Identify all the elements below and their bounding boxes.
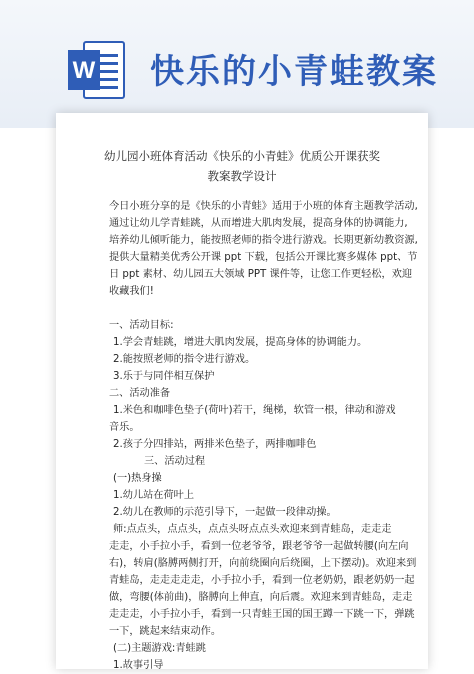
paragraph-line: 一下，跳起来结束动作。 (109, 626, 222, 637)
svg-text:W: W (72, 57, 96, 84)
paragraph-line: 走走走，小手拉小手，看到一只青蛙王国的国王蹲一下跳一下，弹跳 (109, 609, 415, 620)
document-page (56, 113, 428, 669)
word-document-icon (66, 40, 128, 100)
banner (0, 0, 474, 128)
document-body (56, 113, 428, 674)
paragraph-line: 1.幼儿站在荷叶上 (113, 490, 195, 501)
paragraph-line: 培养幼儿倾听能力，能按照老师的指令进行游戏。长期更新幼教资源, (109, 235, 418, 246)
subsection-heading: (一)热身操 (113, 473, 162, 484)
paragraph-line: 2.幼儿在教师的示范引导下，一起做一段律动操。 (113, 507, 337, 518)
paragraph-line: 1.米色和咖啡色垫子(荷叶)若干，绳梯，软管一根，律动和游戏 (113, 405, 396, 416)
section-heading: 三、活动过程 (144, 456, 206, 467)
paragraph-line: 走走，小手拉小手，看到一位老爷爷，跟老爷爷一起做转腰(向左向 (109, 541, 409, 552)
paragraph-line: 收藏我们! (109, 286, 154, 297)
paragraph-line: 2.能按照老师的指令进行游戏。 (113, 354, 256, 365)
paragraph-line: 通过让幼儿学青蛙跳，从而增进大肌肉发展，提高身体的协调能力, (109, 218, 408, 229)
paragraph-line: 1.学会青蛙跳，增进大肌肉发展，提高身体的协调能力。 (113, 337, 368, 348)
document-title-line: 幼儿园小班体育活动《快乐的小青蛙》优质公开课获奖 (104, 149, 380, 163)
paragraph-line: 今日小班分享的是《快乐的小青蛙》适用于小班的体育主题教学活动, (109, 201, 418, 212)
paragraph-line (109, 300, 474, 317)
paragraph-line: 青蛙岛，走走走走走，小手拉小手，看到一位老奶奶，跟老奶奶一起 (109, 575, 415, 586)
paragraph-line: 3.乐于与同伴相互保护 (113, 371, 215, 382)
paragraph-line: 日 ppt 素材、幼儿园五大领域 PPT 课件等，让您工作更轻松，欢迎 (109, 269, 413, 280)
document-title-line: 教案教学设计 (207, 169, 277, 183)
paragraph-line: 做，弯腰(体前曲)，胳膊向上伸直，向后震。欢迎来到青蛙岛，走走 (109, 592, 413, 603)
section-heading: 一、活动目标: (109, 320, 174, 331)
paragraph-line: 2.孩子分四排站，两排米色垫子，两排咖啡色 (113, 439, 317, 450)
paragraph-line: 右)，转肩(胳膊两侧打开，向前绕圈向后绕圈，上下摆动)。欢迎来到 (109, 558, 417, 569)
document-title (86, 146, 398, 186)
subsection-heading: (二)主题游戏:青蛙跳 (113, 643, 206, 654)
paragraph-line: 1.故事引导 (113, 660, 164, 671)
paragraph-line: 师:点点头，点点头，点点头呀点点头欢迎来到青蛙岛，走走走 (113, 524, 392, 535)
section-heading: 二、活动准备 (109, 388, 171, 399)
paragraph-line: 提供大量精美优秀公开课 ppt 下载，包括公开课比赛多媒体 ppt、节 (109, 252, 418, 263)
page-title: 快乐的小青蛙教案 (150, 52, 438, 92)
paragraph-line: 音乐。 (109, 422, 140, 433)
